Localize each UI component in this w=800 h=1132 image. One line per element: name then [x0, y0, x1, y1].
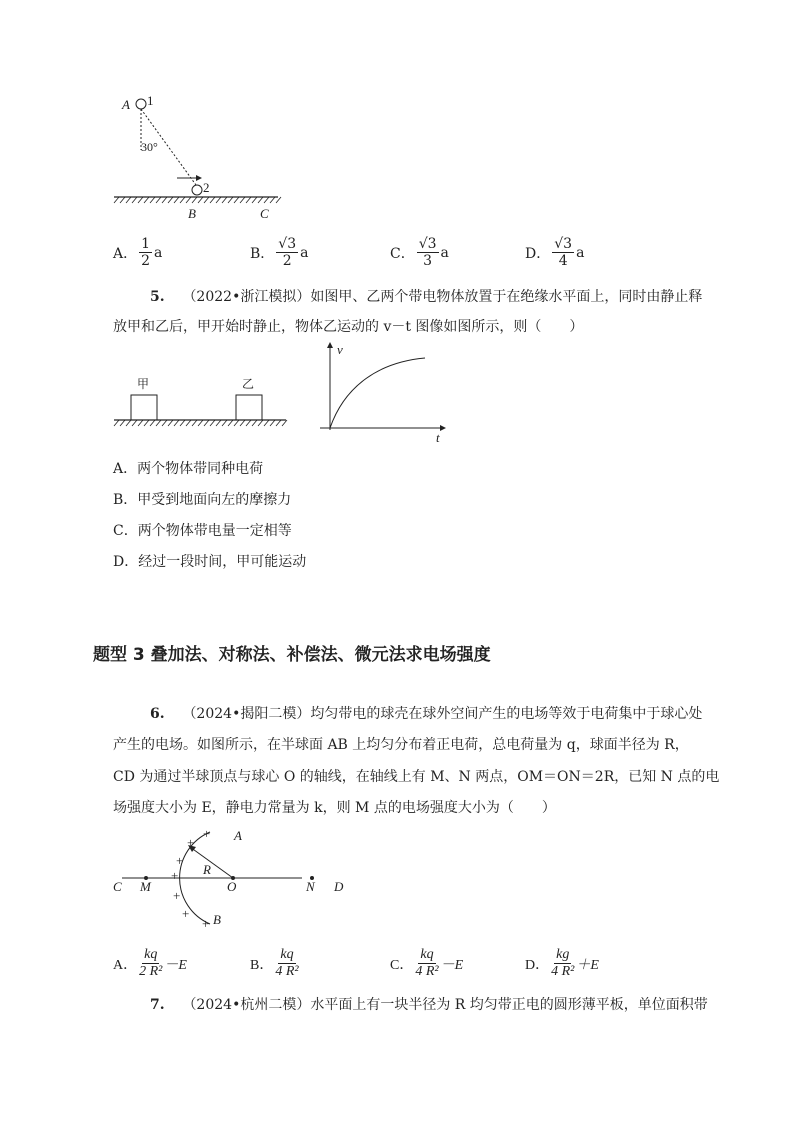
q6-option-d[interactable]: D． $\frac{kg}{\text{4 R²}}$ ＋E [525, 947, 599, 979]
angle-label: 30° [141, 140, 158, 154]
hatch-mark [132, 420, 137, 426]
hatch-mark [198, 197, 203, 203]
hatch-mark [132, 197, 137, 203]
q4-option-c[interactable]: C． $\frac{√3}{3}$ a [390, 236, 449, 269]
hatch-mark [264, 420, 269, 426]
label-1: 1 [147, 93, 154, 108]
label-b: B [213, 912, 221, 927]
label-c: C [260, 206, 269, 221]
q5-option-a[interactable]: A．两个物体带同种电荷 [113, 461, 264, 477]
hatch-mark [114, 197, 119, 203]
hatch-mark [234, 197, 239, 203]
label-b: B [188, 206, 196, 221]
svg-text:+: + [182, 906, 190, 921]
hatch-mark [216, 197, 221, 203]
hatch-mark [126, 420, 131, 426]
hatch-mark [144, 420, 149, 426]
label-a: A [122, 97, 130, 112]
q6-line2: 产生的电场。如图所示，在半球面 AB 上均匀分布着正电荷，总电荷量为 q，球面半径为 R， [113, 737, 689, 753]
hatch-mark [240, 197, 245, 203]
q6-line4: 场强度大小为 E，静电力常量为 k，则 M 点的电场强度大小为（ ） [113, 800, 556, 816]
q6-option-a[interactable]: A． $\frac{kq}{\text{2 R²}}$ －E [113, 947, 187, 979]
hatch-mark [174, 420, 179, 426]
label-a: A [234, 828, 242, 843]
hatch-mark [180, 420, 185, 426]
hatch-mark [192, 197, 197, 203]
hatch-mark [228, 420, 233, 426]
q4-option-a[interactable]: A． $\frac{1}{2}$ a [113, 236, 163, 269]
hatch-mark [264, 197, 269, 203]
svg-text:+: + [187, 835, 195, 850]
label-r: R [203, 862, 211, 877]
hatch-mark [246, 197, 251, 203]
hatch-mark [138, 420, 143, 426]
label-yi: 乙 [242, 377, 255, 391]
q5-option-b[interactable]: B．甲受到地面向左的摩擦力 [113, 492, 292, 508]
svg-text:+: + [173, 888, 181, 903]
hatch-mark [150, 420, 155, 426]
ball-1 [136, 99, 146, 109]
q4-option-b[interactable]: B． $\frac{√3}{2}$ a [250, 236, 309, 269]
hatch-mark [126, 197, 131, 203]
hatch-mark [222, 197, 227, 203]
q4-option-d[interactable]: D． $\frac{√3}{4}$ a [525, 236, 585, 269]
label-d: D [334, 879, 344, 894]
label-n: N [306, 879, 315, 894]
q6-line3: CD 为通过半球顶点与球心 O 的轴线，在轴线上有 M、N 两点，OM＝ON＝2R，已知 N 点的电 [113, 769, 720, 785]
q5-option-c[interactable]: C．两个物体带电量一定相等 [113, 523, 292, 539]
hatch-mark [156, 197, 161, 203]
section-heading: 题型 3 叠加法、对称法、补偿法、微元法求电场强度 [93, 645, 491, 665]
hatch-mark [162, 197, 167, 203]
q7-line1: 7. （2024•杭州二模）水平面上有一块半径为 R 均匀带正电的圆形薄平板，单位面积带 [150, 997, 708, 1013]
block-jia [131, 395, 157, 420]
hatch-mark [234, 420, 239, 426]
hatch-mark [192, 420, 197, 426]
label-m: M [140, 879, 151, 894]
hatch-mark [156, 420, 161, 426]
hatch-mark [210, 420, 215, 426]
hatch-mark [162, 420, 167, 426]
q6-option-b[interactable]: B． $\frac{kq}{\text{4 R²}}$ [250, 947, 299, 979]
hatch-mark [252, 197, 257, 203]
hatch-mark [276, 420, 281, 426]
hatch-mark [186, 420, 191, 426]
svg-text:+: + [203, 826, 211, 841]
svg-text:+: + [171, 868, 179, 883]
label-c: C [113, 879, 122, 894]
hatch-mark [210, 197, 215, 203]
label-jia: 甲 [137, 377, 150, 391]
label-o: O [227, 879, 237, 894]
hatch-mark [174, 197, 179, 203]
svg-text:+: + [176, 853, 184, 868]
hatch-mark [270, 197, 275, 203]
q5-figure [0, 330, 800, 450]
hatch-mark [246, 420, 251, 426]
hatch-mark [198, 420, 203, 426]
hatch-mark [120, 197, 125, 203]
hatch-mark [240, 420, 245, 426]
hatch-mark [150, 197, 155, 203]
vt-curve [330, 358, 425, 428]
hatch-mark [168, 197, 173, 203]
hatch-mark [252, 420, 257, 426]
hatch-mark [258, 197, 263, 203]
hatch-mark [186, 197, 191, 203]
q5-line1: 5. （2022•浙江模拟）如图甲、乙两个带电物体放置于在绝缘水平面上，同时由静止释 [150, 289, 703, 305]
hatch-mark [204, 197, 209, 203]
hatch-mark [204, 420, 209, 426]
hatch-mark [276, 197, 281, 203]
hatch-mark [168, 420, 173, 426]
block-yi [236, 395, 262, 420]
hatch-mark [144, 197, 149, 203]
q6-option-c[interactable]: C． $\frac{kq}{\text{4 R²}}$ －E [390, 947, 464, 979]
hatch-mark [258, 420, 263, 426]
hatch-mark [228, 197, 233, 203]
axis-v-label: v [337, 342, 343, 357]
hatch-mark [114, 420, 119, 426]
hatch-mark [216, 420, 221, 426]
q5-option-d[interactable]: D．经过一段时间，甲可能运动 [113, 554, 307, 570]
hatch-mark [282, 420, 287, 426]
q4-figure [0, 0, 800, 240]
q6-line1: 6. （2024•揭阳二模）均匀带电的球壳在球外空间产生的电场等效于电荷集中于球心处 [150, 706, 703, 722]
hatch-mark [222, 420, 227, 426]
hatch-mark [138, 197, 143, 203]
q6-figure [0, 820, 800, 940]
hatch-mark [120, 420, 125, 426]
ball-2 [192, 185, 202, 195]
hatch-mark [180, 197, 185, 203]
svg-text:+: + [202, 916, 210, 931]
hatch-mark [270, 420, 275, 426]
axis-t-label: t [436, 430, 440, 445]
q5-line2: 放甲和乙后，甲开始时静止，物体乙运动的 v－t 图像如图所示，则（ ） [113, 319, 584, 335]
label-2: 2 [203, 180, 210, 195]
